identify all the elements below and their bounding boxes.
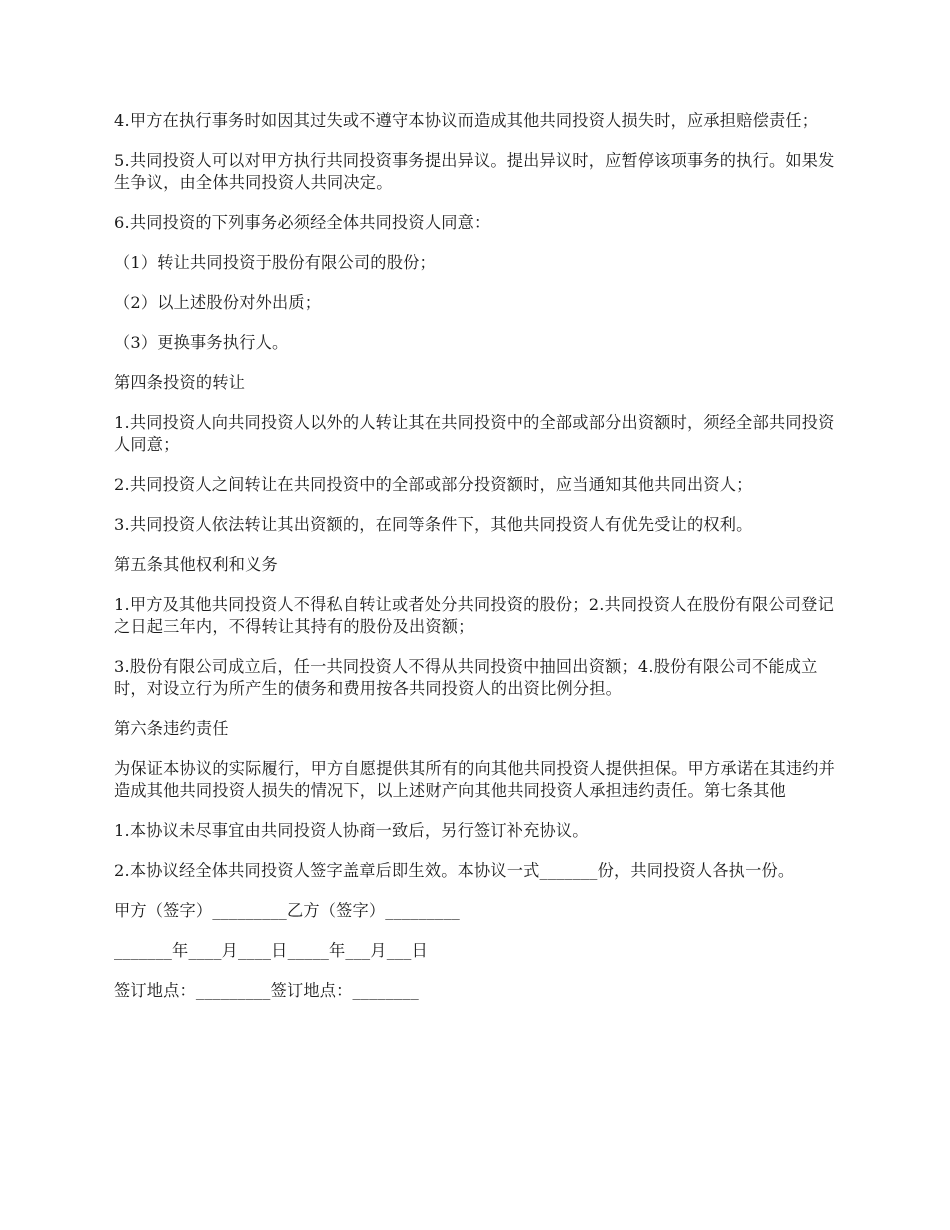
- transfer-clause-1: 1.共同投资人向共同投资人以外的人转让其在共同投资中的全部或部分出资额时，须经全部共同投资人同意；: [114, 413, 835, 454]
- signature-line: 甲方（签字）_________乙方（签字）_________: [114, 901, 460, 920]
- section-heading-6: 第六条违约责任: [114, 719, 229, 738]
- clause-6-paragraph: 6.共同投资的下列事务必须经全体共同投资人同意：: [114, 213, 491, 232]
- list-item-3: （3）更换事务执行人。: [114, 333, 289, 352]
- signing-location-line: 签订地点：_________签订地点：________: [114, 981, 419, 1000]
- other-clause-2: 2.本协议经全体共同投资人签字盖章后即生效。本协议一式_______份，共同投资人各执一份。: [114, 861, 795, 880]
- rights-clause-2: 3.股份有限公司成立后，任一共同投资人不得从共同投资中抽回出资额；4.股份有限公司不能成立时，对设立行为所产生的债务和费用按各共同投资人的出资比例分担。: [114, 657, 818, 698]
- transfer-clause-2: 2.共同投资人之间转让在共同投资中的全部或部分投资额时，应当通知其他共同出资人；: [114, 475, 753, 494]
- other-clause-1: 1.本协议未尽事宜由共同投资人协商一致后，另行签订补充协议。: [114, 821, 589, 840]
- section-heading-5: 第五条其他权利和义务: [114, 555, 278, 574]
- list-item-1: （1）转让共同投资于股份有限公司的股份；: [114, 253, 436, 272]
- clause-4-paragraph: 4.甲方在执行事务时如因其过失或不遵守本协议而造成其他共同投资人损失时，应承担赔偿责任；: [114, 111, 819, 130]
- clause-5-paragraph: 5.共同投资人可以对甲方执行共同投资事务提出异议。提出异议时，应暂停该项事务的执行。如果发生争议，由全体共同投资人共同决定。: [114, 151, 835, 192]
- liability-paragraph: 为保证本协议的实际履行，甲方自愿提供其所有的向其他共同投资人提供担保。甲方承诺在其违约并造成其他共同投资人损失的情况下，以上述财产向其他共同投资人承担违约责任。第七条其他: [114, 759, 836, 800]
- transfer-clause-3: 3.共同投资人依法转让其出资额的，在同等条件下，其他共同投资人有优先受让的权利。: [114, 515, 753, 534]
- document-page: [114, 110, 836, 1020]
- section-heading-4: 第四条投资的转让: [114, 373, 246, 392]
- rights-clause-1: 1.甲方及其他共同投资人不得私自转让或者处分共同投资的股份；2.共同投资人在股份有限公司登记之日起三年内，不得转让其持有的股份及出资额；: [114, 595, 834, 636]
- date-line: _______年____月____日_____年___月___日: [114, 941, 428, 960]
- list-item-2: （2）以上述股份对外出质；: [114, 293, 322, 312]
